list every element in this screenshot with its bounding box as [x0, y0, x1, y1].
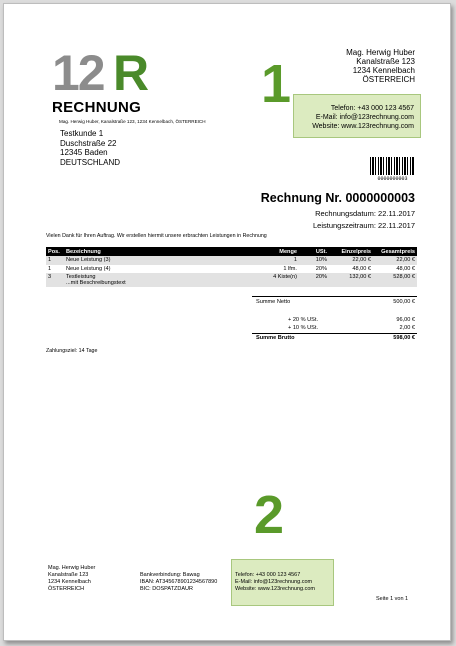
cell-vat: 10%	[299, 256, 329, 264]
footer-address	[48, 565, 95, 593]
contact-email: E-Mail: info@123rechnung.com	[315, 114, 414, 121]
netto-value: 500,00 €	[393, 299, 415, 305]
cell-total: 528,00 €	[373, 273, 417, 287]
col-header-desc: Bezeichnung	[64, 247, 244, 256]
brutto-value: 598,00 €	[393, 335, 415, 341]
cell-qty: 4 Kiste(n)	[244, 273, 299, 287]
brutto-label: Summe Brutto	[256, 335, 295, 341]
footer-line: E-Mail: info@123rechnung.com	[235, 579, 313, 585]
invoice-title: Rechnung Nr. 0000000003	[260, 191, 415, 205]
contact-box	[293, 94, 421, 138]
cell-unit-price: 48,00 €	[352, 265, 371, 272]
col-header-pos: Pos.	[46, 247, 64, 256]
netto-row	[256, 299, 415, 305]
sender-city: 1234 Kennelbach	[352, 66, 415, 75]
invoice-page	[3, 3, 451, 641]
invoice-date: Rechnungsdatum: 22.11.2017	[315, 209, 415, 218]
marker-two: 2	[254, 485, 285, 545]
netto-label: Summe Netto	[256, 299, 291, 305]
cell-unit-price: 132,00 €	[329, 273, 373, 287]
cell-desc: Neue Leistung (4)	[66, 265, 111, 272]
recipient-address	[60, 129, 120, 167]
cell-unit-price: 22,00 €	[329, 256, 373, 264]
cell-vat: 20%	[299, 273, 329, 287]
footer-bank	[140, 572, 217, 593]
cell-qty: 1 lfm.	[283, 265, 297, 272]
footer-line: IBAN: AT345678901234567890	[140, 579, 218, 585]
cell-pos: 1	[46, 256, 64, 264]
logo-wordmark: RECHNUNG	[52, 99, 142, 116]
sender-address	[346, 48, 415, 84]
recipient-line: 12345 Baden	[60, 148, 108, 157]
invoice-period: Leistungszeitraum: 22.11.2017	[312, 221, 415, 230]
col-header-unit-price: Einzelpreis	[329, 247, 373, 256]
table-row	[46, 265, 417, 273]
footer-line: Website: www.123rechnung.com	[235, 586, 315, 592]
intro-text: Vielen Dank für Ihren Auftrag. Wir erstellen hiermit unsere erbrachten Leistungen in Rechnung	[46, 233, 267, 239]
marker-one: 1	[261, 54, 292, 114]
sender-country: ÖSTERREICH	[362, 75, 415, 84]
contact-website: Website: www.123rechnung.com	[312, 123, 414, 130]
table-row	[46, 256, 417, 264]
footer-line: BIC: DOSPATZDAUR	[140, 586, 193, 592]
page-number: Seite 1 von 1	[376, 596, 409, 602]
barcode-icon	[370, 157, 415, 175]
recipient-line: Duschstraße 22	[60, 138, 117, 148]
cell-qty: 1	[244, 256, 299, 264]
cell-desc: Neue Leistung (3)	[64, 256, 244, 264]
cell-desc-title: Testleistung	[66, 274, 96, 281]
footer-line: ÖSTERREICH	[48, 586, 85, 592]
footer-line: 1234 Kennelbach	[48, 579, 91, 585]
cell-total: 22,00 €	[373, 256, 417, 264]
footer-contact-box	[231, 559, 334, 606]
cell-total: 48,00 €	[396, 265, 415, 272]
tax-row-10	[256, 325, 415, 331]
tax-value: 2,00 €	[399, 325, 415, 331]
col-header-vat: USt.	[299, 247, 329, 256]
totals-divider	[252, 333, 417, 334]
items-table	[46, 247, 417, 287]
cell-desc-note: ...mit Beschreibungstext	[66, 280, 126, 287]
payment-terms: Zahlungsziel: 14 Tage	[46, 348, 98, 354]
sender-street: Kanalstraße 123	[356, 57, 415, 66]
brutto-row	[256, 335, 415, 341]
tax-row-20	[256, 317, 415, 323]
recipient-line: Testkunde 1	[60, 129, 104, 138]
tax-value: 96,00 €	[396, 317, 415, 323]
footer-line: Telefon: +43 000 123 4567	[235, 572, 301, 578]
col-header-total: Gesamtpreis	[373, 247, 417, 256]
tax-label: + 10 % USt.	[288, 325, 319, 331]
table-header-row	[46, 247, 417, 256]
recipient-line: DEUTSCHLAND	[60, 157, 121, 167]
cell-pos: 1	[48, 265, 52, 272]
barcode-number: 0000000003	[377, 176, 408, 182]
footer-line: Bankverbindung: Bawag	[140, 572, 200, 578]
sender-return-line: Mag. Herwig Huber, Kanalstraße 123, 1234 Kennelbach, ÖSTERREICH	[59, 119, 206, 124]
sender-name: Mag. Herwig Huber	[346, 48, 415, 57]
logo-r-mark: R	[113, 45, 150, 101]
tax-label: + 20 % USt.	[288, 317, 319, 323]
footer-line: Kanalstraße 123	[48, 572, 89, 578]
totals-divider	[252, 296, 417, 297]
cell-pos: 3	[46, 273, 64, 287]
col-header-qty: Menge	[244, 247, 299, 256]
contact-phone: Telefon: +43 000 123 4567	[330, 105, 414, 112]
table-row	[46, 273, 417, 287]
cell-desc	[64, 273, 244, 287]
cell-vat: 20%	[315, 265, 327, 272]
logo-number: 12	[52, 45, 104, 101]
footer-line: Mag. Herwig Huber	[48, 565, 96, 571]
